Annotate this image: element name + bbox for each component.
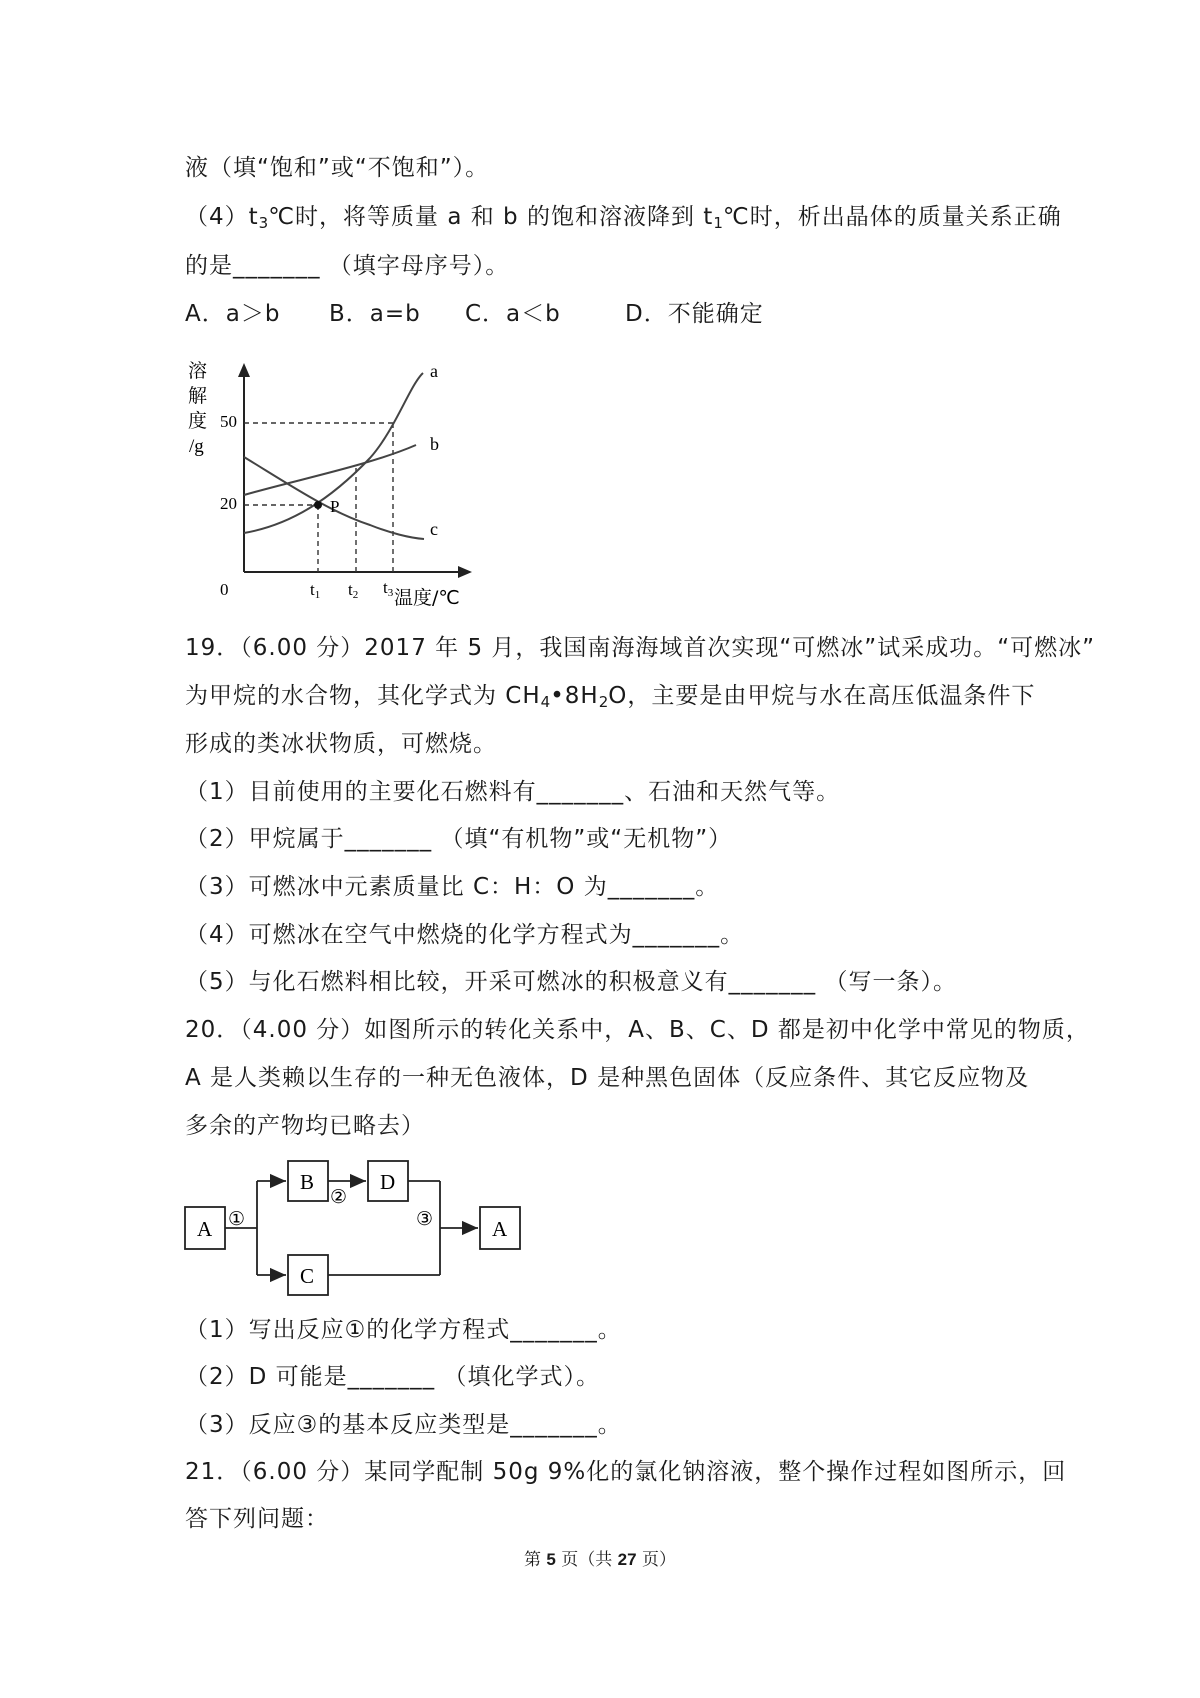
q19-subquestion-2: （2）甲烷属于_______ （填“有机物”或“无机物”） [185, 826, 733, 852]
origin-label: 0 [220, 580, 229, 599]
q19-line-2: 为甲烷的水合物，其化学式为 $CH_4•8H_2O$，主要是由甲烷与水在高压低温条件下 [185, 683, 1036, 711]
box-a-left-label: A [197, 1217, 213, 1241]
q20-line-3: 多余的产物均已略去） [185, 1113, 425, 1139]
q21-line-1: 21．（6.00 分）某同学配制 50g 9%化的氯化钠溶液，整个操作过程如图所示，回 [185, 1459, 1067, 1485]
x-tick-t1: t1 [310, 580, 321, 601]
x-tick-t2: t2 [348, 580, 359, 601]
option-a: A．a＞b [185, 301, 281, 327]
step-3-label: ③ [416, 1208, 434, 1230]
y-label-3: 度 [188, 410, 208, 432]
solubility-graph [180, 355, 480, 610]
box-d-label: D [380, 1170, 396, 1194]
option-d: D．不能确定 [625, 301, 764, 327]
x-axis-arrow [458, 566, 472, 578]
curve-a-label: a [430, 361, 438, 381]
step-2-label: ② [330, 1186, 348, 1208]
total-pages: 27 [617, 1550, 637, 1569]
y-axis-arrow [238, 363, 250, 377]
x-tick-t3: t3 [383, 578, 394, 599]
page-number: 5 [546, 1550, 556, 1569]
step-1-label: ① [228, 1208, 246, 1230]
option-b: B．a=b [329, 301, 421, 327]
q20-subquestion-1: （1）写出反应①的化学方程式_______。 [185, 1317, 622, 1343]
q19-subquestion-4: （4）可燃冰在空气中燃烧的化学方程式为_______。 [185, 922, 745, 948]
y-tick-50: 50 [220, 412, 237, 431]
q19-line-3: 形成的类冰状物质，可燃烧。 [185, 731, 497, 757]
y-label-2: 解 [188, 385, 208, 407]
box-b-label: B [300, 1170, 315, 1194]
point-p-label: P [330, 497, 340, 516]
q18-line-1: 液（填“饱和”或“不饱和”）。 [185, 155, 490, 181]
box-a-right-label: A [492, 1217, 508, 1241]
curve-b [244, 445, 416, 495]
q21-line-2: 答下列问题： [185, 1506, 329, 1532]
q20-line-1: 20．（4.00 分）如图所示的转化关系中，A、B、C、D 都是初中化学中常见的物质， [185, 1017, 1090, 1043]
q20-subquestion-2: （2）D 可能是_______ （填化学式）。 [185, 1364, 600, 1390]
option-c: C．a＜b [465, 301, 561, 327]
q19-subquestion-3: （3）可燃冰中元素质量比 C：H：O 为_______。 [185, 874, 720, 900]
q19-subquestion-5: （5）与化石燃料相比较，开采可燃冰的积极意义有_______ （写一条）。 [185, 969, 957, 995]
q19-subquestion-1: （1）目前使用的主要化石燃料有_______、石油和天然气等。 [185, 779, 841, 805]
y-tick-20: 20 [220, 494, 237, 513]
curve-b-label: b [430, 434, 439, 454]
q20-subquestion-3: （3）反应③的基本反应类型是_______。 [185, 1412, 622, 1438]
y-label-4: /g [189, 436, 204, 457]
q18-subquestion-4-cont: 的是_______ （填字母序号）。 [185, 253, 510, 279]
page-footer: 第 5 页（共 27 页） [523, 1550, 676, 1570]
conversion-diagram [180, 1155, 540, 1305]
guide-lines [244, 423, 393, 572]
x-axis-label: 温度/℃ [394, 587, 460, 609]
q18-subquestion-4: $(4)t_3℃$时，将等质量 a 和 b 的饱和溶液降到 $t_1℃$时，析出晶体的质量关系正确 [185, 204, 1062, 232]
curve-c-label: c [430, 519, 438, 539]
y-label-1: 溶 [188, 360, 208, 382]
box-c-label: C [300, 1264, 315, 1288]
q19-line-1: 19．（6.00 分）2017 年 5 月，我国南海海域首次实现“可燃冰”试采成功。“可燃冰” [185, 635, 1096, 661]
point-p-dot [314, 501, 322, 509]
q20-line-2: A 是人类赖以生存的一种无色液体，D 是种黑色固体（反应条件、其它反应物及 [185, 1065, 1030, 1091]
